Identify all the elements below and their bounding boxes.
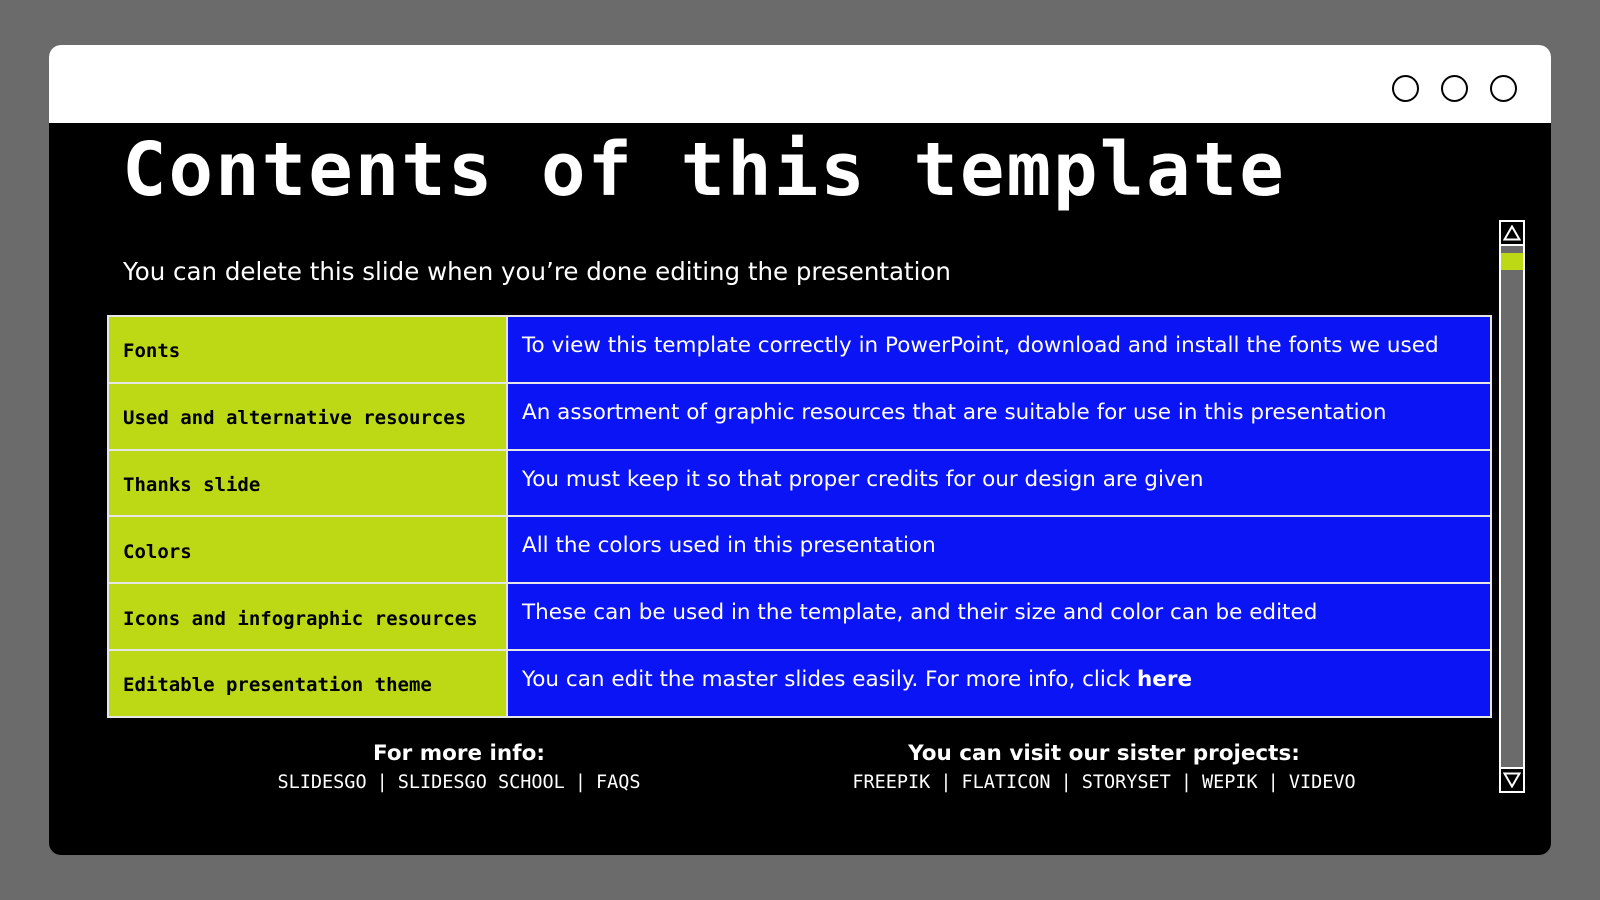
row-value-text: You can edit the master slides easily. For more info, click: [522, 666, 1137, 692]
here-link[interactable]: here: [1137, 666, 1193, 692]
wepik-link[interactable]: WEPIK: [1201, 772, 1258, 793]
slide-subtitle: You can delete this slide when you’re done editing the presentation: [123, 257, 951, 286]
row-key: Used and alternative resources: [108, 383, 507, 450]
scroll-down-button[interactable]: [1501, 767, 1523, 791]
window-control-button[interactable]: [1441, 75, 1468, 102]
vertical-scrollbar[interactable]: [1499, 220, 1525, 793]
row-value: An assortment of graphic resources that are suitable for use in this presentation: [507, 383, 1491, 450]
sister-projects-links: [839, 772, 1369, 793]
triangle-down-icon: [1503, 772, 1521, 788]
more-info-block: [224, 741, 694, 793]
separator: |: [940, 772, 952, 793]
row-value: These can be used in the template, and their size and color can be edited: [507, 583, 1491, 650]
presentation-window: [49, 45, 1551, 855]
row-key: Editable presentation theme: [108, 650, 507, 717]
sister-projects-block: [839, 741, 1369, 793]
faqs-link[interactable]: FAQS: [595, 772, 641, 793]
table-row: [108, 383, 1491, 450]
row-value: To view this template correctly in PowerPoint, download and install the fonts we used: [507, 316, 1491, 383]
row-value: All the colors used in this presentation: [507, 516, 1491, 583]
freepik-link[interactable]: FREEPIK: [852, 772, 931, 793]
triangle-up-icon: [1503, 225, 1521, 241]
window-control-button[interactable]: [1392, 75, 1419, 102]
table-row: [108, 516, 1491, 583]
window-control-button[interactable]: [1490, 75, 1517, 102]
table-row: [108, 583, 1491, 650]
separator: |: [574, 772, 586, 793]
window-titlebar: [49, 45, 1551, 123]
more-info-links: [224, 772, 694, 793]
storyset-link[interactable]: STORYSET: [1081, 772, 1171, 793]
more-info-heading: For more info:: [373, 741, 545, 766]
separator: |: [1180, 772, 1192, 793]
slidesgo-school-link[interactable]: SLIDESGO SCHOOL: [397, 772, 565, 793]
row-key: Colors: [108, 516, 507, 583]
sister-projects-heading: You can visit our sister projects:: [908, 741, 1300, 766]
table-row: [108, 450, 1491, 517]
table-row: [108, 650, 1491, 717]
scroll-up-button[interactable]: [1501, 222, 1523, 246]
table-row: [108, 316, 1491, 383]
row-value: You must keep it so that proper credits for our design are given: [507, 450, 1491, 517]
separator: |: [1060, 772, 1072, 793]
contents-table: [107, 315, 1492, 718]
separator: |: [1267, 772, 1279, 793]
row-key: Icons and infographic resources: [108, 583, 507, 650]
row-key: Thanks slide: [108, 450, 507, 517]
videvo-link[interactable]: VIDEVO: [1288, 772, 1356, 793]
scroll-thumb[interactable]: [1501, 253, 1523, 270]
separator: |: [376, 772, 388, 793]
slide-title: Contents of this template: [122, 127, 1286, 213]
slidesgo-link[interactable]: SLIDESGO: [277, 772, 367, 793]
row-value: [507, 650, 1491, 717]
flaticon-link[interactable]: FLATICON: [961, 772, 1051, 793]
row-key: Fonts: [108, 316, 507, 383]
